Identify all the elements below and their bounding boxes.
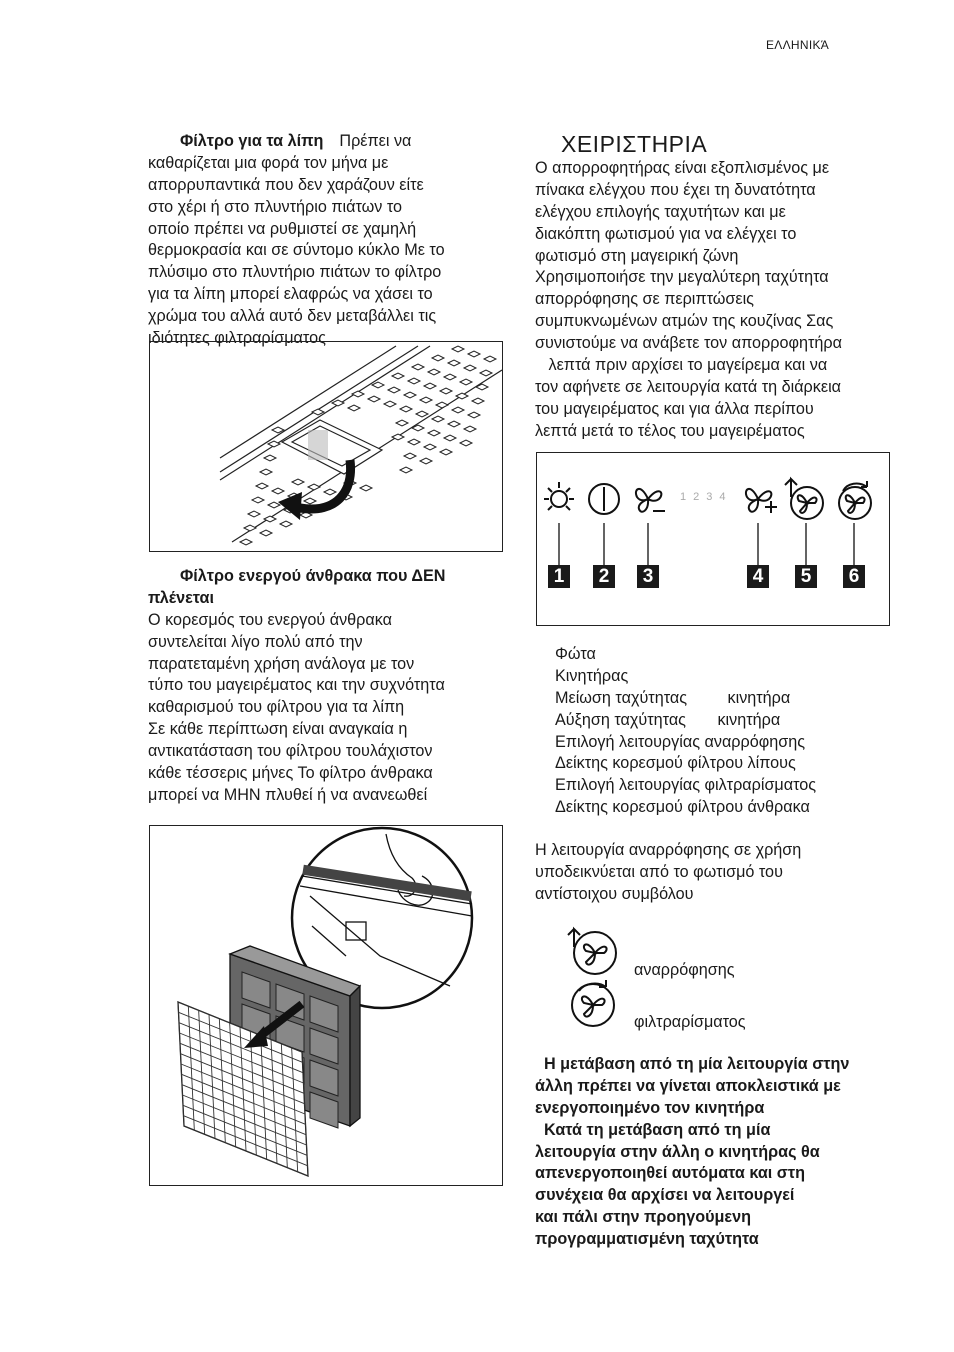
- perforation-hole: [332, 400, 344, 406]
- callout-number: 1: [548, 565, 570, 588]
- perforation-hole: [440, 388, 452, 394]
- controls-intro: Ο απορροφητήρας είναι εξοπλισμένος με πίνακα ελέγχου που έχει τη δυνατότητα ελέγχου επιλογής ταχυτήτων και με διακόπτη φωτισμού για να ελέγχει το φωτισμό στη μαγειρική ζώνη Χρησιμοποιήσε την μεγαλύτερη ταχύτητα απορρόφησης σε περιπτώσεις συμπυκνωμένων ατμών της κουζίνας Σας συνιστούμε να ανάβετε τον απορροφητήρα λεπτά πριν αρχίσει το μαγείρεμα και να τον αφήνετε σε λειτουργία κατά τη διάρκεια του μαγειρέματος και για άλλα περίπου λεπτά μετά το τέλος του μαγειρέματος: [535, 159, 842, 440]
- perforation-hole: [404, 392, 416, 398]
- grease-filter-illustration: [149, 341, 503, 552]
- callout-number: 2: [593, 565, 615, 588]
- mode-icons: [562, 925, 622, 1035]
- perforation-hole: [244, 525, 256, 531]
- grease-filter-drawing: [150, 342, 502, 551]
- legend-item: Επιλογή λειτουργίας αναρρόφησης: [555, 732, 806, 751]
- control-panel-drawing: [537, 453, 889, 625]
- perforation-hole: [280, 521, 292, 527]
- carbon-filter-illustration: [149, 825, 503, 1186]
- perforation-hole: [408, 378, 420, 384]
- perforation-hole: [248, 511, 260, 517]
- indicator-note: Η λειτουργία αναρρόφησης σε χρήση υποδεικνύεται από το φωτισμό του αντίστοιχου συμβόλου: [535, 841, 802, 903]
- legend-item: Φώτα: [555, 645, 596, 663]
- perforation-hole: [440, 449, 452, 455]
- perforation-hole: [400, 467, 412, 473]
- perforation-hole: [260, 469, 272, 475]
- perforation-hole: [460, 379, 472, 385]
- perforation-hole: [468, 351, 480, 357]
- perforation-hole: [348, 405, 360, 411]
- perforation-hole: [388, 387, 400, 393]
- carbon-filter-section: Φίλτρο ενεργού άνθρακα που ΔΕΝ πλένεται Ο κορεσμός του ενεργού άνθρακα συντελείται λίγο πολύ από την παρατεταμένη χρήση ανάλογα με τον τύπο του μαγειρέματος και την συχνότητα καθαρισμού του φίλτρου για τα λίπη Σε κάθε περίπτωση είναι αναγκαία η αντικατάσταση του φίλτρου τουλάχιστον κάθε τέσσερις μήνες Το φίλτρο άνθρακα μπορεί να ΜΗΝ πλυθεί ή να ανανεωθεί: [148, 567, 446, 804]
- motor-power-icon: [589, 484, 619, 514]
- carbon-filter-drawing: [150, 826, 502, 1185]
- perforation-hole: [428, 430, 440, 436]
- perforation-hole: [272, 488, 284, 494]
- mode-switch-warning: Η μετάβαση από τη μία λειτουργία στην άλλη πρέπει να γίνεται αποκλειστικά με ενεργοποιημένο τον κινητήρα Κατά τη μετάβαση από τη μία λειτουργία στην άλλη ο κινητήρας θα απενεργοποιηθεί αυτόματα και στη συνέχεια θα αρχίσει να λειτουργεί και πάλι στην προηγούμενη προγραμματισμένη ταχύτητα: [535, 1055, 850, 1249]
- perforation-hole: [424, 444, 436, 450]
- perforation-hole: [308, 484, 320, 490]
- perforation-hole: [260, 530, 272, 536]
- controls-legend: [555, 644, 816, 819]
- perforation-hole: [480, 370, 492, 376]
- extraction-mode-label: αναρρόφησης: [634, 961, 735, 979]
- filtering-mode-icon: [839, 481, 871, 519]
- perforation-hole: [268, 441, 280, 447]
- perforation-hole: [360, 485, 372, 491]
- perforation-hole: [420, 458, 432, 464]
- legend-item: Δείκτης κορεσμού φίλτρου λίπους: [555, 754, 796, 773]
- perforation-hole: [428, 369, 440, 375]
- perforation-hole: [368, 396, 380, 402]
- perforation-hole: [464, 426, 476, 432]
- perforation-hole: [468, 412, 480, 418]
- callout-number: 3: [637, 565, 659, 588]
- perforation-hole: [432, 416, 444, 422]
- perforation-hole: [384, 401, 396, 407]
- perforation-hole: [400, 406, 412, 412]
- perforation-hole: [252, 497, 264, 503]
- perforation-hole: [416, 411, 428, 417]
- perforation-hole: [404, 453, 416, 459]
- language-label: ΕΛΛΗΝΙΚΆ: [766, 38, 830, 52]
- callout-number: 4: [747, 565, 769, 588]
- legend-item: Κινητήρας: [555, 666, 629, 685]
- control-panel-diagram: [536, 452, 890, 626]
- perforation-hole: [292, 479, 304, 485]
- callout-number: 5: [795, 565, 817, 588]
- perforation-hole: [392, 373, 404, 379]
- speed-decrease-icon: [636, 489, 665, 512]
- perforation-hole: [436, 402, 448, 408]
- light-icon: [544, 482, 574, 510]
- perforation-hole: [324, 489, 336, 495]
- perforation-hole: [424, 383, 436, 389]
- filtering-mode-icon: [572, 980, 614, 1026]
- speed-increase-icon: [746, 489, 777, 513]
- perforation-hole: [396, 420, 408, 426]
- perforation-hole: [460, 440, 472, 446]
- legend-item: Μείωση ταχύτητας κινητήρα: [555, 688, 791, 707]
- perforation-hole: [444, 435, 456, 441]
- perforation-hole: [420, 397, 432, 403]
- grease-filter-title: Φίλτρο για τα λίπη: [180, 132, 324, 150]
- perforation-hole: [408, 439, 420, 445]
- perforation-hole: [472, 398, 484, 404]
- legend-item: Δείκτης κορεσμού φίλτρου άνθρακα: [555, 798, 810, 817]
- perforation-hole: [464, 365, 476, 371]
- perforation-hole: [256, 483, 268, 489]
- filtering-mode-label: φιλτραρίσματος: [634, 1013, 746, 1031]
- perforation-hole: [372, 382, 384, 388]
- perforation-hole: [484, 356, 496, 362]
- perforation-hole: [432, 355, 444, 361]
- perforation-hole: [240, 539, 252, 545]
- perforation-hole: [304, 498, 316, 504]
- section-title: ΧΕΙΡΙΣΤΗΡΙΑ: [561, 131, 708, 157]
- perforation-hole: [264, 455, 276, 461]
- extraction-mode-icon: [785, 479, 823, 519]
- callout-number: 6: [843, 565, 865, 588]
- perforation-hole: [444, 374, 456, 380]
- perforation-hole: [452, 346, 464, 352]
- perforation-hole: [352, 391, 364, 397]
- extraction-mode-icon: [568, 929, 616, 974]
- legend-item: Αύξηση ταχύτητας κινητήρα: [555, 710, 781, 729]
- perforation-hole: [452, 407, 464, 413]
- perforation-hole: [412, 364, 424, 370]
- grease-filter-section: Φίλτρο για τα λίπη Πρέπει να καθαρίζεται μια φορά τον μήνα με απορρυπαντικά που δεν χαράζουν είτε στο χέρι ή στο πλυντήριο πιάτων το οποίο πρέπει να ρυθμιστεί σε χαμηλή θερμοκρασία και σε σύντομο κύκλο Με το πλύσιμο στο πλυντήριο πιάτων το φίλτρο για τα λίπη μπορεί ελαφρώς να χάσει το χρώμα του αλλά αυτό δεν μεταβάλλει τις ιδιότητες φιλτραρίσματος: [148, 132, 445, 348]
- speed-indicator: 1234: [680, 491, 733, 503]
- perforation-hole: [448, 421, 460, 427]
- perforation-hole: [448, 360, 460, 366]
- perforation-hole: [268, 502, 280, 508]
- legend-item: Επιλογή λειτουργίας φιλτραρίσματος: [555, 776, 817, 795]
- carbon-filter-title: Φίλτρο ενεργού άνθρακα που ΔΕΝ: [180, 567, 446, 585]
